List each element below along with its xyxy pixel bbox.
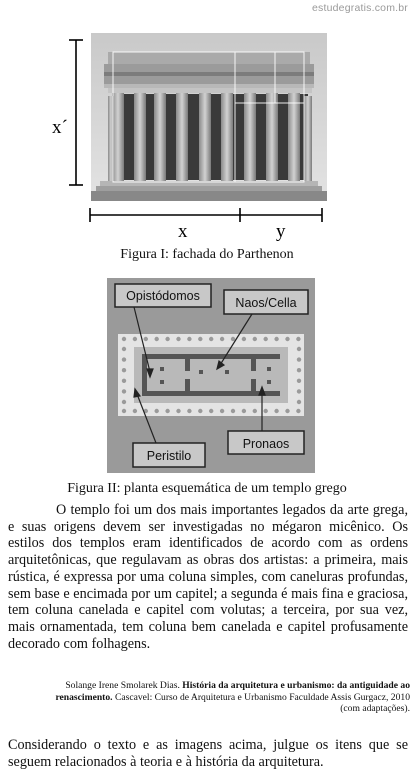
label-y: y <box>276 221 286 242</box>
citation-rest: Cascavel: Curso de Arquitetura e Urbanismo Faculdade Assis Gurgacz, 2010 (com adaptações). <box>114 691 410 714</box>
peristyle-column <box>242 409 246 413</box>
figure-temple-plan <box>107 278 315 473</box>
peristyle-column <box>220 409 224 413</box>
peristyle-column <box>297 389 301 393</box>
label-pronaos: Pronaos <box>242 437 290 451</box>
peristyle-column <box>122 357 126 361</box>
pediment <box>108 52 310 64</box>
peristyle-column <box>264 337 268 341</box>
label-peristilo-box <box>133 443 205 467</box>
watermark: estudegratis.com.br <box>311 2 408 14</box>
citation-title: História da arquitetura e urbanismo: da antiguidade ao renascimento. <box>55 680 410 703</box>
peristyle-column <box>187 409 191 413</box>
peristyle-column <box>253 337 257 341</box>
label-opistodomos-box <box>115 284 211 307</box>
peristyle-column <box>133 409 137 413</box>
peristyle-column <box>198 337 202 341</box>
peristyle-column <box>122 400 126 404</box>
peristyle-column <box>187 337 191 341</box>
peristyle-column <box>285 409 289 413</box>
peristyle-column <box>165 337 169 341</box>
peristyle-column <box>297 357 301 361</box>
figure-parthenon <box>0 0 414 250</box>
peristyle-column <box>297 368 301 372</box>
peristyle-column <box>296 337 300 341</box>
peristyle-column <box>133 337 137 341</box>
peristyle-column <box>264 409 268 413</box>
peristyle-column <box>122 368 126 372</box>
peristyle-column <box>122 379 126 383</box>
peristyle-column <box>122 409 126 413</box>
label-naos-box <box>224 290 308 314</box>
peristyle-column <box>155 337 159 341</box>
peristyle-column <box>209 337 213 341</box>
peristyle-column <box>274 337 278 341</box>
peristyle-column <box>122 337 126 341</box>
peristyle-column <box>285 337 289 341</box>
peristyle-column <box>165 409 169 413</box>
peristyle-column <box>297 379 301 383</box>
citation <box>40 680 410 715</box>
question-prompt: Considerando o texto e as imagens acima, julgue os itens que se seguem relacionados à teoria e à história da arquitetura. <box>8 737 408 770</box>
peristyle-column <box>297 400 301 404</box>
peristyle-column <box>242 337 246 341</box>
label-pronaos-box <box>228 431 304 454</box>
peristyle-column <box>231 409 235 413</box>
figure1-caption: Figura I: fachada do Parthenon <box>120 247 294 262</box>
peristyle-column <box>297 347 301 351</box>
peristyle-column <box>220 337 224 341</box>
body-paragraph: O templo foi um dos mais importantes legados da arte grega, e suas origens devem ser investigadas no mégaron micênico. Os estilos dos templos eram identificados de acordo com as ordens arquitetônicas, que regulavam as obras dos artistas: a primeira, mais rústica, é expressa por uma coluna simples, com caneluras profundas, sem base e encimada por um capitel; a segunda é mais fina e graciosa, tem coluna canelada e capitel com volutas; a terceira, por sua vez, mais ornamentada, tem coluna bem canelada e capitel profusamente decorado com folhagens. <box>8 502 408 652</box>
peristyle-column <box>176 409 180 413</box>
peristyle-column <box>144 337 148 341</box>
peristyle-column <box>122 347 126 351</box>
label-peristilo: Peristilo <box>146 449 192 463</box>
peristyle-column <box>274 409 278 413</box>
label-naos: Naos/Cella <box>235 296 297 310</box>
label-opistodomos: Opistódomos <box>126 289 200 303</box>
citation-author: Solange Irene Smolarek Dias. <box>65 680 180 691</box>
peristyle-column <box>231 337 235 341</box>
peristyle-column <box>155 409 159 413</box>
dimension-x-prime <box>69 40 83 185</box>
label-x: x <box>178 221 188 242</box>
figure2-caption: Figura II: planta esquemática de um templo grego <box>67 481 347 496</box>
dimension-x-y <box>90 208 322 222</box>
peristyle-column <box>296 409 300 413</box>
peristyle-column <box>198 409 202 413</box>
peristyle-column <box>122 389 126 393</box>
peristyle-column <box>209 409 213 413</box>
peristyle-column <box>253 409 257 413</box>
label-x-prime: x´ <box>52 117 68 138</box>
peristyle-column <box>176 337 180 341</box>
